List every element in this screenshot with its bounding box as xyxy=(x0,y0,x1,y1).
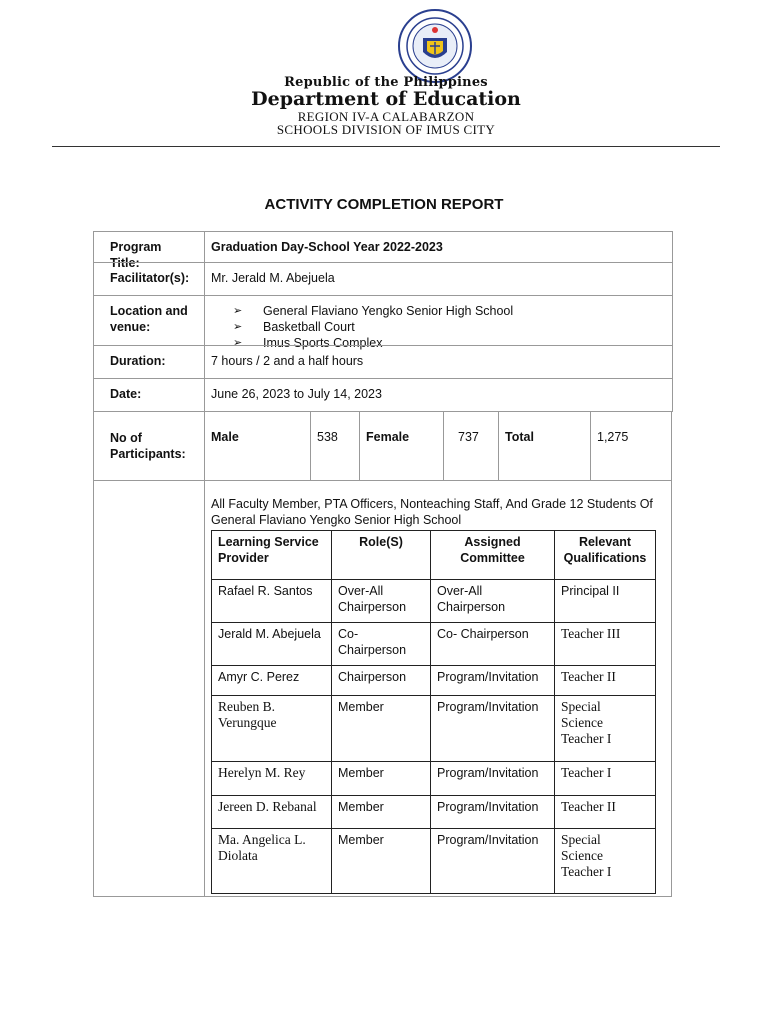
provider-name: Rafael R. Santos xyxy=(212,580,332,623)
provider-name: Reuben B. Verungque xyxy=(212,696,332,762)
provider-name: Jerald M. Abejuela xyxy=(212,623,332,666)
report-title: ACTIVITY COMPLETION REPORT xyxy=(264,196,504,213)
table-row xyxy=(212,696,656,762)
provider-role: Member xyxy=(332,796,431,829)
providers-table xyxy=(211,530,656,894)
provider-committee: Program/Invitation xyxy=(431,796,555,829)
participants-row xyxy=(93,411,672,481)
table-row xyxy=(212,829,656,894)
region-line: REGION IV-A CALABARZON xyxy=(297,109,475,124)
provider-qualification: Principal II xyxy=(555,580,656,623)
provider-committee: Program/Invitation xyxy=(431,762,555,796)
location-item: ➢ General Flaviano Yengko Senior High School xyxy=(233,303,666,319)
duration-row xyxy=(93,345,673,379)
program-label: Program Title: xyxy=(94,232,205,262)
provider-role: Over-All Chairperson xyxy=(332,580,431,623)
provider-role: Member xyxy=(332,762,431,796)
letterhead xyxy=(52,0,720,147)
col-header-qualifications: Relevant Qualifications xyxy=(555,531,656,580)
female-count: 737 xyxy=(444,412,499,480)
providers-intro: All Faculty Member, PTA Officers, Nonteaching Staff, And Grade 12 Students Of General Flaviano Yengko Senior High School xyxy=(211,497,653,527)
division-line: SCHOOLS DIVISION OF IMUS CITY xyxy=(276,122,496,137)
date-value: June 26, 2023 to July 14, 2023 xyxy=(211,387,382,401)
provider-role: Chairperson xyxy=(332,666,431,696)
program-row xyxy=(93,231,673,270)
table-row xyxy=(212,580,656,623)
location-row xyxy=(93,295,673,350)
provider-committee: Program/Invitation xyxy=(431,829,555,894)
provider-committee: Over-All Chairperson xyxy=(431,580,555,623)
provider-qualification: Teacher II xyxy=(555,796,656,829)
provider-qualification: Special Science Teacher I xyxy=(555,829,656,894)
provider-role: Member xyxy=(332,696,431,762)
provider-committee: Program/Invitation xyxy=(431,696,555,762)
col-header-role: Role(S) xyxy=(332,531,431,580)
provider-role: Co-Chairperson xyxy=(332,623,431,666)
location-label: Location and venue: xyxy=(94,296,205,345)
table-row xyxy=(212,623,656,666)
male-count: 538 xyxy=(311,412,360,480)
deped-seal-icon xyxy=(397,8,473,84)
col-header-provider: Learning Service Provider xyxy=(212,531,332,580)
location-list xyxy=(211,303,666,351)
date-row xyxy=(93,378,673,412)
program-value: Graduation Day-School Year 2022-2023 xyxy=(211,240,443,254)
provider-name: Ma. Angelica L. Diolata xyxy=(212,829,332,894)
date-label: Date: xyxy=(94,379,205,411)
duration-value: 7 hours / 2 and a half hours xyxy=(211,354,364,368)
provider-name: Jereen D. Rebanal xyxy=(212,796,332,829)
department-line: Department of Education xyxy=(251,88,521,110)
provider-qualification: Teacher III xyxy=(555,623,656,666)
provider-committee: Co- Chairperson xyxy=(431,623,555,666)
duration-label: Duration: xyxy=(94,346,205,378)
facilitator-row xyxy=(93,262,673,296)
total-count: 1,275 xyxy=(597,430,629,444)
republic-line: Republic of the Philippines xyxy=(284,75,488,90)
provider-role: Member xyxy=(332,829,431,894)
participants-label: No of Participants: xyxy=(94,412,205,480)
provider-qualification: Teacher II xyxy=(555,666,656,696)
table-row xyxy=(212,796,656,829)
provider-committee: Program/Invitation xyxy=(431,666,555,696)
providers-label xyxy=(94,481,205,896)
provider-name: Herelyn M. Rey xyxy=(212,762,332,796)
col-header-committee: Assigned Committee xyxy=(431,531,555,580)
facilitator-label: Facilitator(s): xyxy=(94,263,205,295)
total-label: Total xyxy=(499,412,591,480)
provider-name: Amyr C. Perez xyxy=(212,666,332,696)
provider-qualification: Teacher I xyxy=(555,762,656,796)
table-row xyxy=(212,666,656,696)
male-label: Male xyxy=(205,412,311,480)
table-row xyxy=(212,762,656,796)
providers-header-row xyxy=(212,531,656,580)
facilitator-value: Mr. Jerald M. Abejuela xyxy=(211,271,335,285)
location-item: ➢ Imus Sports Complex xyxy=(233,335,666,351)
female-label: Female xyxy=(360,412,444,480)
location-item: ➢ Basketball Court xyxy=(233,319,666,335)
provider-qualification: Special Science Teacher I xyxy=(555,696,656,762)
